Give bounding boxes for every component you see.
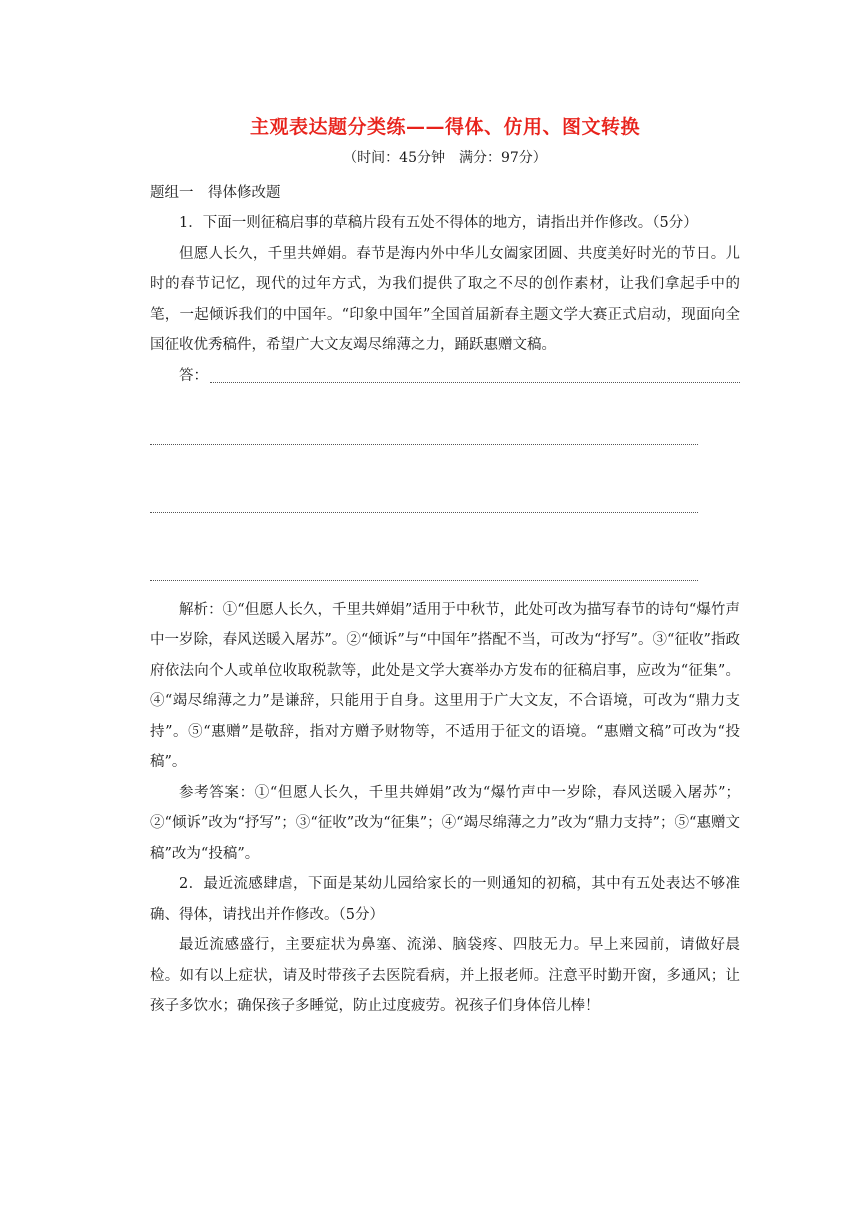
answer-dotted-line — [210, 381, 740, 383]
question-1-analysis: 解析：①“但愿人长久，千里共婵娟”适用于中秋节，此处可改为描写春节的诗句“爆竹声中一岁除，春风送暖入屠苏”。②“倾诉”与“中国年”搭配不当，可改为“抒写”。③“征收”指政府依法向个人或单位收取税款等，此处是文学大赛举办方发布的征稿启事，应改为“征集”。④“竭尽绵薄之力”是谦辞，只能用于自身。这里用于广大文友，不合语境，可改为“鼎力支持”。⑤“惠赠”是敬辞，指对方赠予财物等，不适用于征文的语境。“惠赠文稿”可改为“投稿”。 — [150, 601, 740, 770]
question-1-passage: 但愿人长久，千里共婵娟。春节是海内外中华儿女阖家团圆、共度美好时光的节日。儿时的春节记忆，现代的过年方式，为我们提供了取之不尽的创作素材，让我们拿起手中的笔，一起倾诉我们的中国年。“印象中国年”全国首届新春主题文学大赛正式启动，现面向全国征收优秀稿件，希望广大文友竭尽绵薄之力，踊跃惠赠文稿。 — [150, 245, 740, 353]
page-title: 主观表达题分类练——得体、仿用、图文转换 — [249, 116, 640, 138]
question-1-reference-answer: 参考答案：①“但愿人长久，千里共婵娟”改为“爆竹声中一岁除，春风送暖入屠苏”；②“倾诉”改为“抒写”；③“征收”改为“征集”；④“竭尽绵薄之力”改为“鼎力支持”；⑤“惠赠文稿”改为“投稿”。 — [150, 784, 740, 862]
document-page — [150, 112, 740, 1022]
time-score-info: （时间：45分钟 满分：97分） — [343, 150, 547, 166]
answer-label: 答： — [179, 367, 208, 384]
answer-line-1[interactable] — [150, 361, 740, 391]
question-2-prompt: 2．最近流感肆虐，下面是某幼儿园给家长的一则通知的初稿，其中有五处表达不够准确、得体，请找出并作修改。（5分） — [150, 876, 740, 923]
question-2-passage: 最近流感盛行，主要症状为鼻塞、流涕、脑袋疼、四肢无力。早上来园前，请做好晨检。如有以上症状，请及时带孩子去医院看病，并上报老师。注意平时勤开窗，多通风；让孩子多饮水；确保孩子多睡觉，防止过度疲劳。祝孩子们身体倍儿棒！ — [150, 937, 740, 1014]
question-group-heading: 题组一 得体修改题 — [150, 185, 281, 201]
question-1-prompt: 1．下面一则征稿启事的草稿片段有五处不得体的地方，请指出并作修改。（5分） — [179, 215, 698, 231]
